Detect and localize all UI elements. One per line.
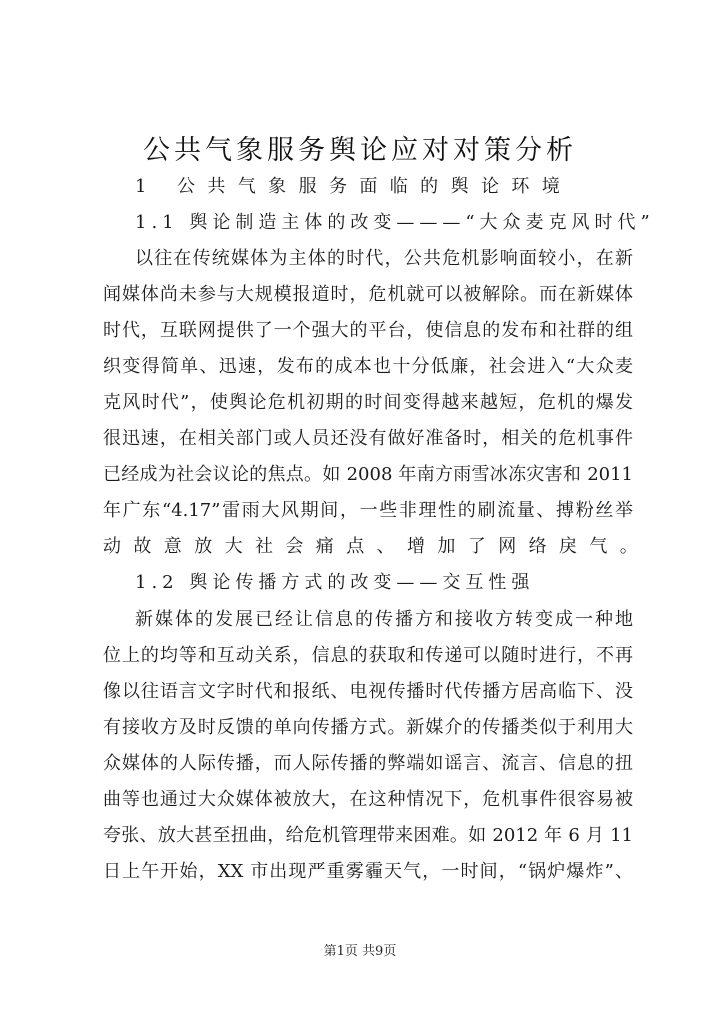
paragraph-line: 曲等也通过大众媒体被放大，在这种情况下，危机事件很容易被 (103, 789, 633, 810)
section-heading-1-2: 1.2 舆论传播方式的改变——交互性强 (135, 572, 535, 593)
paragraph-line: 织变得简单、迅速，发布的成本也十分低廉，社会进入“大众麦 (103, 356, 633, 377)
paragraph-line: 位上的均等和互动关系，信息的获取和传递可以随时进行，不再 (103, 645, 633, 666)
paragraph-line: 克风时代”，使舆论危机初期的时间变得越来越短，危机的爆发 (103, 392, 633, 413)
page-number: 第1页 共9页 (323, 944, 397, 959)
paragraph-line: 众媒体的人际传播，而人际传播的弊端如谣言、流言、信息的扭 (103, 753, 633, 774)
paragraph-line: 年广东“4.17”雷雨大风期间，一些非理性的刷流量、搏粉丝举 (103, 500, 633, 521)
document-title: 公共气象服务舆论应对对策分析 (143, 135, 577, 166)
paragraph-line: 日上午开始，XX 市出现严重雾霾天气，一时间，“锅炉爆炸”、 (103, 861, 633, 882)
section-heading-1-1: 1.1 舆论制造主体的改变———“大众麦克风时代” (135, 212, 655, 233)
paragraph-line: 有接收方及时反馈的单向传播方式。新媒介的传播类似于利用大 (103, 717, 633, 738)
paragraph-line: 时代，互联网提供了一个强大的平台，使信息的发布和社群的组 (103, 320, 633, 341)
paragraph-line: 像以往语言文字时代和报纸、电视传播时代传播方居高临下、没 (103, 681, 633, 702)
section-heading-1: 1 公共气象服务面临的舆论环境 (135, 176, 573, 197)
paragraph-line: 以往在传统媒体为主体的时代，公共危机影响面较小，在新 (135, 248, 633, 269)
paragraph-line: 已经成为社会议论的焦点。如 2008 年南方雨雪冰冻灾害和 2011 (103, 464, 633, 485)
paragraph-line: 动故意放大社会痛点、增加了网络戾气。 (103, 536, 651, 557)
paragraph-line: 闻媒体尚未参与大规模报道时，危机就可以被解除。而在新媒体 (103, 284, 633, 305)
paragraph-line: 很迅速，在相关部门或人员还没有做好准备时，相关的危机事件 (103, 428, 633, 449)
paragraph-line: 新媒体的发展已经让信息的传播方和接收方转变成一种地 (135, 609, 633, 630)
paragraph-line: 夸张、放大甚至扭曲，给危机管理带来困难。如 2012 年 6 月 11 (103, 825, 633, 846)
